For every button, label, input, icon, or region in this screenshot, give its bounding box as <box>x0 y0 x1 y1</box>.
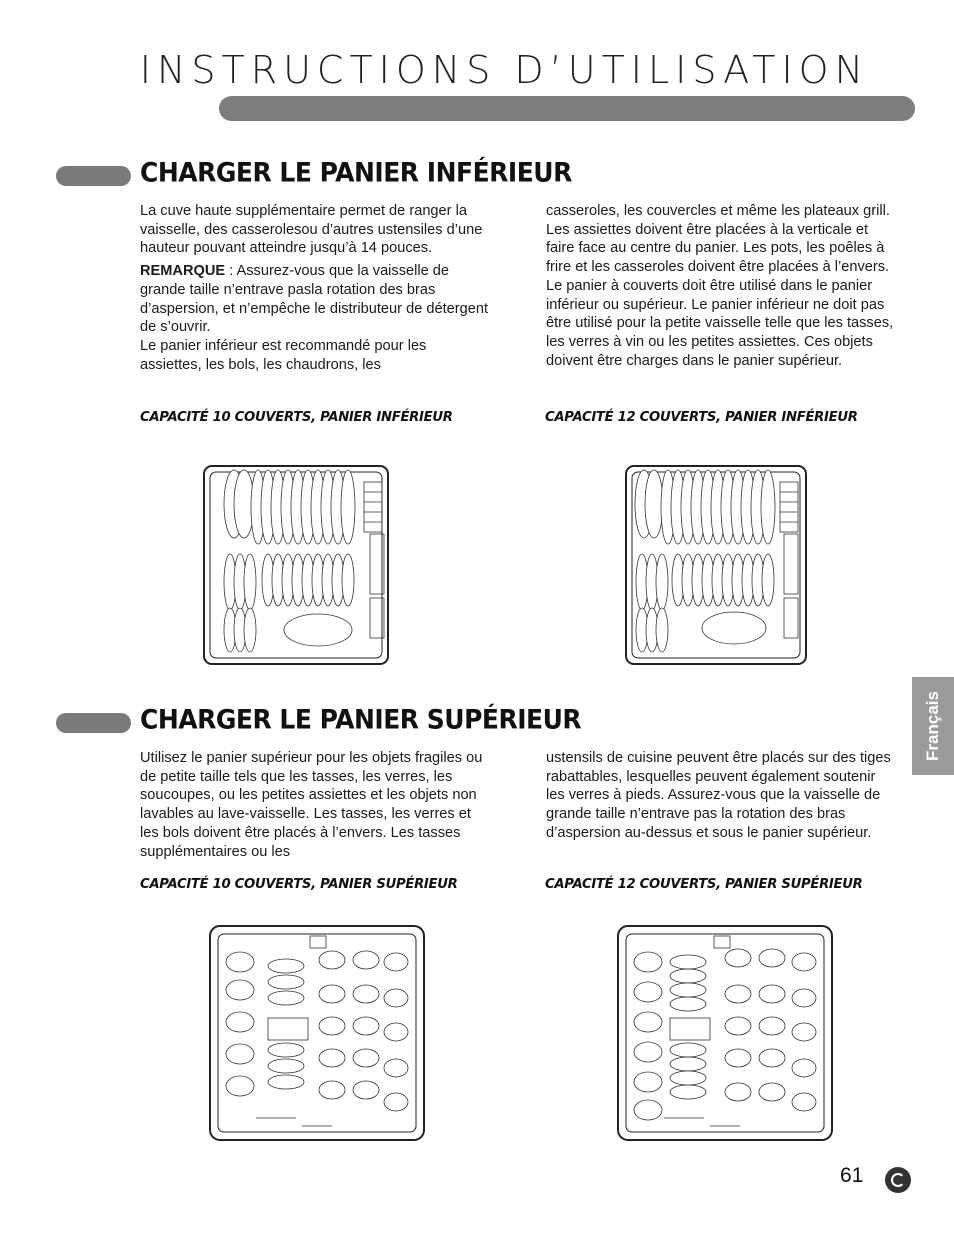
paragraph: ustensils de cuisine peuvent être placés sur des tiges rabattables, lesquelles peuvent également soutenir les verres à pieds. Assurez-vous que la vaisselle de grande taille n’entrave pas la rotation des bras d’aspersion au-dessus et sous le panier supérieur. <box>546 750 891 841</box>
section-marker <box>56 166 131 186</box>
remark-text: : Assurez-vous que la vaisselle de grande taille n’entrave pasla rotation des bras d’aspersion, et n’empêche le distributeur de détergent de s’ouvrir. <box>140 263 489 336</box>
upper-right-column <box>546 749 896 843</box>
lower-rack-10-place-illustration <box>198 462 394 668</box>
lower-left-column <box>140 202 490 374</box>
section-title-upper-rack: CHARGER LE PANIER SUPÉRIEUR <box>140 703 582 736</box>
page-header-title: INSTRUCTIONS D’UTILISATION <box>139 48 869 92</box>
remark-paragraph <box>140 262 490 337</box>
page-number: 61 <box>840 1164 864 1187</box>
paragraph: Le panier inférieur est recommandé pour les assiettes, les bols, les chaudrons, les <box>140 337 427 373</box>
upper-rack-10-place-illustration <box>206 922 428 1144</box>
lower-rack-12-place-illustration <box>622 462 810 668</box>
lg-logo-icon <box>885 1167 911 1193</box>
figure-caption: CAPACITÉ 10 COUVERTS, PANIER INFÉRIEUR <box>140 410 453 425</box>
paragraph: La cuve haute supplémentaire permet de ranger la vaisselle, des casserolesou d’autres ustensiles d’une hauteur pouvant atteindre jusqu’à 14 pouces. <box>140 203 483 257</box>
remark-label: REMARQUE <box>140 263 226 280</box>
language-tab <box>912 677 954 775</box>
header-bar <box>219 96 915 121</box>
upper-left-column <box>140 749 490 861</box>
language-tab-label: Français <box>923 691 942 761</box>
section-title-lower-rack: CHARGER LE PANIER INFÉRIEUR <box>140 156 572 189</box>
section-marker <box>56 713 131 733</box>
paragraph: casseroles, les couvercles et même les plateaux grill. Les assiettes doivent être placées à la verticale et faire face au centre du panier. Les pots, les poêles à frire et les casseroles doivent être placées à l’envers. Le panier à couverts doit être utilisé dans le panier inférieur ou supérieur. Le panier inférieur ne doit pas être utilisé pour la petite vaisselle telle que les tasses, les verres à vin ou les petites assiettes. Ces objets doivent être charges dans le panier supérieur. <box>546 203 894 369</box>
paragraph: Utilisez le panier supérieur pour les objets fragiles ou de petite taille tels que les tasses, les verres, les soucoupes, ou les petites assiettes et les objets non lavables au lave-vaisselle. Les tasses, les verres et les bols doivent être placés à l’envers. Les tasses supplémentaires ou les <box>140 750 483 860</box>
figure-caption: CAPACITÉ 12 COUVERTS, PANIER INFÉRIEUR <box>545 410 858 425</box>
figure-caption: CAPACITÉ 10 COUVERTS, PANIER SUPÉRIEUR <box>140 877 458 892</box>
lower-right-column <box>546 202 896 370</box>
upper-rack-12-place-illustration <box>614 922 836 1144</box>
figure-caption: CAPACITÉ 12 COUVERTS, PANIER SUPÉRIEUR <box>545 877 863 892</box>
